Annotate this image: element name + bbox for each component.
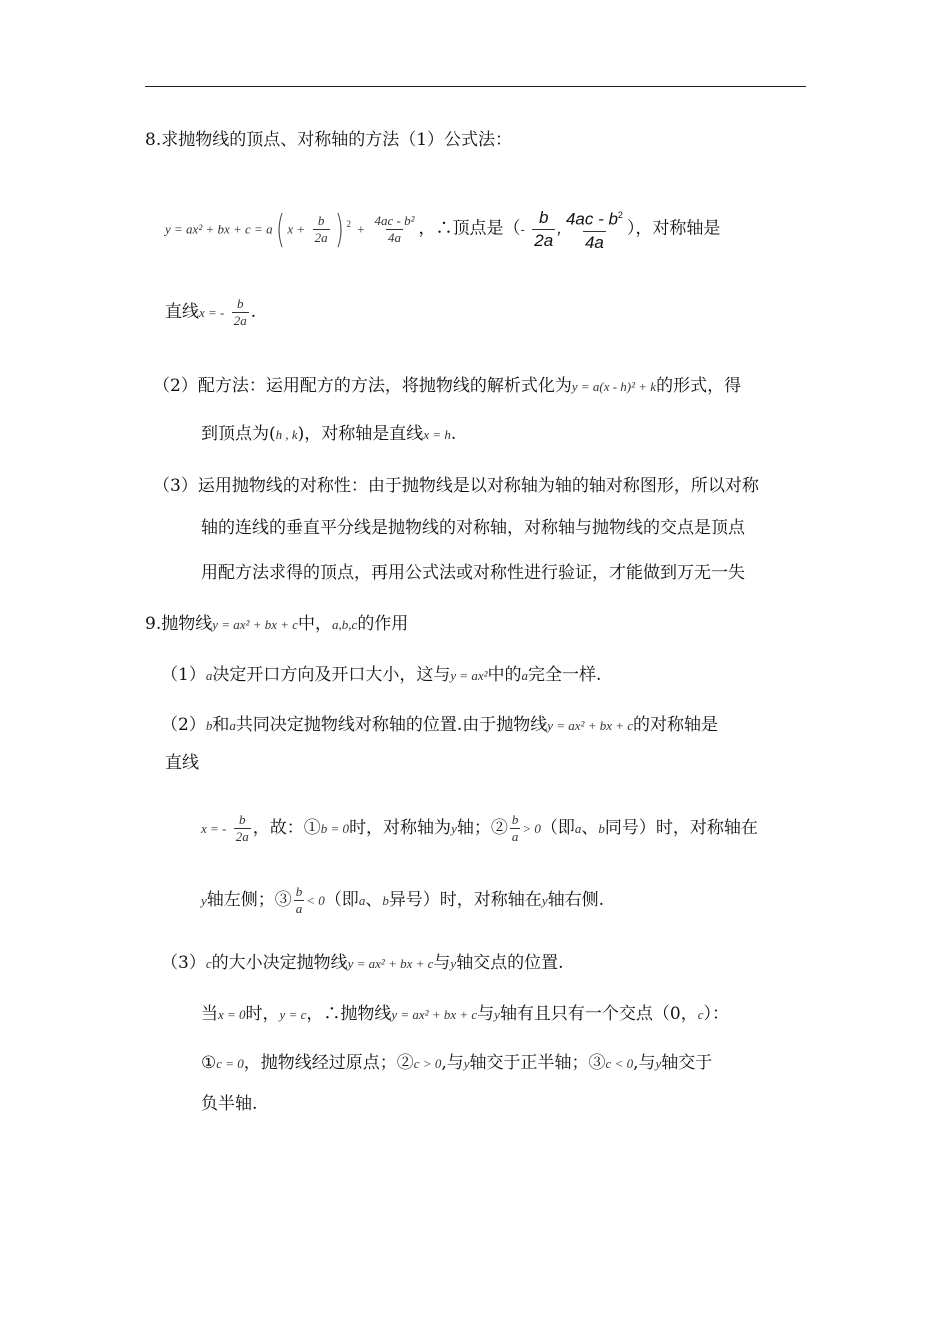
p3-l3-f: 轴交于 (661, 1053, 713, 1073)
s9-point-3-line-3 (201, 1052, 712, 1075)
p2-y: y (451, 821, 457, 836)
p3-c-lt-0: c < 0 (605, 1056, 634, 1071)
s9-point-1 (161, 664, 601, 687)
p3-l3-c: ,与 (441, 1053, 464, 1073)
p3-mid2: 与 (433, 953, 451, 973)
p3-y-eq-c: y = c (279, 1007, 307, 1022)
p1-post: 完全一样. (528, 665, 602, 685)
vertex-comma: , (557, 218, 562, 238)
section-9-heading (145, 613, 408, 636)
s9-point-2-line-4 (201, 880, 604, 921)
p3-l3-y2: y (655, 1056, 662, 1071)
p2-b-eq-0: b = 0 (320, 821, 350, 836)
fraction-numerator: b (511, 812, 519, 827)
p3-l2-c: ，∴抛物线 (306, 1004, 392, 1024)
p3-l2-f: ）： (703, 1004, 730, 1024)
s9-point-3-line-2 (201, 1003, 729, 1026)
p3-l2-e: 轴有且只有一个交点（0， (499, 1004, 698, 1024)
fraction-denominator: a (295, 901, 303, 916)
s9-point-3-line-1 (161, 952, 564, 975)
vertex-pre: 到顶点为( (201, 424, 276, 444)
p3-formula: y = ax² + bx + c (347, 956, 434, 971)
p3-pre: （3） (161, 953, 206, 973)
p2-l4-d: 异号）时，对称轴在 (388, 890, 542, 910)
line-label: 直线 (165, 302, 199, 322)
formula-x-plus: x + (287, 221, 306, 237)
fraction-4ac-minus-b2-over-4a (373, 213, 417, 246)
p3-l2-y: y (494, 1007, 500, 1022)
p3-l3-d: 轴交于正半轴；③ (469, 1053, 606, 1073)
p2-a: a (229, 718, 236, 733)
p1-pre: （1） (161, 665, 206, 685)
vertex-formula-line (165, 200, 720, 254)
p2-l3-c: 时，对称轴为 (349, 818, 452, 838)
s9-point-2-line-3 (201, 808, 758, 849)
fraction-b-over-2a (313, 213, 330, 246)
s9-point-2-line-1 (161, 714, 718, 737)
method-3-line-3: 用配方法求得的顶点，再用公式法或对称性进行验证，才能做到万无一失 (201, 563, 745, 583)
vertex-post: . (450, 424, 457, 444)
fraction-denominator: 2a (534, 230, 554, 250)
p2-b: b (205, 718, 213, 733)
p2-and: 和 (212, 715, 230, 735)
fraction-numerator: 4ac - b² (374, 212, 415, 228)
p2-fraction-b-2a (234, 812, 251, 845)
p3-c-gt-0: c > 0 (413, 1056, 442, 1071)
vertex-x-fraction (532, 207, 555, 252)
method-2-formula: y = a(x - h)² + k (571, 379, 657, 394)
formula-plus: + (356, 221, 366, 237)
fraction-numerator: b (239, 812, 246, 827)
p2-l4-y2: y (541, 893, 548, 908)
fraction-numerator: b (539, 207, 549, 227)
right-paren: ) (334, 207, 344, 252)
method-2-post: 的形式，得 (656, 376, 742, 396)
p3-l3-e: ,与 (633, 1053, 656, 1073)
method-3-line-1: （3）运用抛物线的对称性：由于抛物线是以对称轴为轴的轴对称图形，所以对称 (153, 476, 759, 496)
s9-formula: y = ax² + bx + c (212, 617, 299, 632)
p3-l3-y1: y (463, 1056, 470, 1071)
method-2-line-2 (201, 423, 456, 446)
p2-l4-b: （即 (324, 890, 359, 910)
p2-l3-a-var: a (574, 821, 582, 836)
s9-point-2-line-2: 直线 (165, 753, 199, 773)
vertex-hk: h , k (275, 427, 298, 442)
fraction-denominator: 2a (235, 829, 249, 844)
p3-c-eq-0: c = 0 (216, 1056, 244, 1071)
p3-x-eq-0: x = 0 (218, 1007, 246, 1022)
axis-x-h: x = h (423, 427, 451, 442)
fraction-numerator (564, 204, 625, 231)
p1-mid: 决定开口方向及开口大小，这与 (212, 665, 451, 685)
s9-mid: 中， (298, 614, 333, 634)
axis-period: . (250, 302, 257, 322)
formula-lhs: y = ax² + bx + c = a (165, 221, 273, 237)
p2-l3-b-var: b (598, 821, 605, 836)
p2-x-eq: x = - (201, 821, 227, 836)
axis-tail-text: ），对称轴是 (626, 218, 721, 239)
p3-c: c (205, 956, 212, 971)
fraction-denominator: 4a (388, 229, 402, 245)
vertex-minus: - (520, 221, 525, 237)
p3-l3-b: ，抛物线经过原点；② (243, 1053, 414, 1073)
method-3-line-2: 轴的连线的垂直平分线是抛物线的对称轴，对称轴与抛物线的交点是顶点 (201, 518, 745, 538)
p2-pre: （2） (161, 715, 206, 735)
p2-mid: 共同决定抛物线对称轴的位置.由于抛物线 (235, 715, 548, 735)
fraction-denominator: 4a (584, 232, 604, 252)
p1-formula: y = ax² (450, 668, 488, 683)
fraction-numerator: b (317, 212, 325, 228)
axis-x-eq: x = - (199, 305, 225, 320)
p2-fraction-b-a (510, 812, 521, 845)
s9-post: 的作用 (357, 614, 409, 634)
square-exponent: 2 (346, 219, 351, 229)
p3-l2-b: 时， (245, 1004, 280, 1024)
p2-formula: y = ax² + bx + c (547, 718, 634, 733)
p2-l3-a: ，故：① (252, 818, 321, 838)
fraction-denominator: 2a (314, 229, 328, 245)
s9-abc: a,b,c (332, 617, 358, 632)
fraction-numerator: b (237, 296, 244, 311)
p2-l4-e: 轴右侧. (547, 890, 604, 910)
method-2-line-1 (153, 375, 741, 398)
vertex-y-numerator-text: 4ac - b (565, 209, 618, 229)
p1-mid2: 中的 (487, 665, 522, 685)
p2-l4-c: 、 (365, 890, 383, 910)
vertex-mid: )，对称轴是直线 (297, 424, 424, 444)
p1-a: a (205, 668, 213, 683)
p2-l4-fraction-b-a (294, 884, 305, 917)
left-paren: ( (275, 207, 285, 252)
p2-lt-0: < 0 (306, 893, 325, 908)
p3-post: 轴交点的位置. (456, 953, 564, 973)
p3-mid: 的大小决定抛物线 (211, 953, 348, 973)
header-rule (145, 86, 806, 87)
p2-l4-y: y (201, 893, 207, 908)
p3-y: y (450, 956, 457, 971)
s9-point-3-line-4: 负半轴. (201, 1094, 258, 1114)
p3-l2-c-var: c (697, 1007, 704, 1022)
p3-l2-a: 当 (201, 1004, 218, 1024)
fraction-denominator: a (511, 829, 519, 844)
fraction-numerator: b (295, 884, 303, 899)
p2-l4-b-var: b (382, 893, 389, 908)
p1-a2: a (521, 668, 529, 683)
fraction-denominator: 2a (233, 313, 247, 328)
p2-l4-a: 轴左侧；③ (206, 890, 292, 910)
axis-line-formula (165, 292, 256, 333)
p2-post: 的对称轴是 (633, 715, 719, 735)
p2-l3-g: 同号）时，对称轴在 (604, 818, 758, 838)
therefore-vertex-text: ，∴顶点是（ (418, 218, 521, 239)
vertex-y-fraction (564, 204, 625, 254)
p2-gt-0: > 0 (522, 821, 541, 836)
vertex-y-exponent: 2 (617, 210, 623, 221)
p3-l2-formula: y = ax² + bx + c (391, 1007, 478, 1022)
method-2-pre: （2）配方法：运用配方的方法，将抛物线的解析式化为 (153, 376, 572, 396)
section-8-heading: 8.求抛物线的顶点、对称轴的方法（1）公式法： (145, 130, 513, 150)
s9-pre: 9.抛物线 (145, 614, 213, 634)
p2-l3-e: （即 (540, 818, 575, 838)
p2-l3-f: 、 (581, 818, 599, 838)
p3-l2-d: 与 (477, 1004, 495, 1024)
p3-l3-a: ① (201, 1053, 217, 1073)
axis-fraction (232, 296, 249, 329)
p2-l4-a-var: a (358, 893, 366, 908)
p2-l3-d: 轴；② (456, 818, 508, 838)
